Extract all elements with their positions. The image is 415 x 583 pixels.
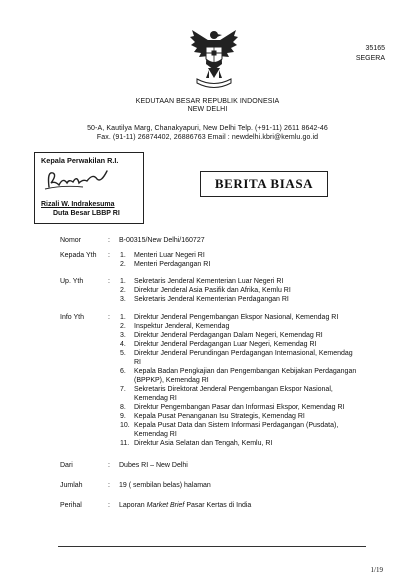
item-text: Direktur Jenderal Perdagangan Dalam Negeri, Kemendag RI [134,332,323,339]
item-number: 11. [120,440,130,447]
item-text: Kepala Pusat Penanganan Isu Strategis, Kemendag RI [134,413,305,420]
nomor-value: B-00315/New Delhi/160727 [119,237,205,244]
up-label: Up. Yth [60,278,84,285]
embassy-address: 50-A, Kautilya Marg, Chanakyapuri, New Delhi Telp. (+91-11) 2611 8642-46 [87,125,328,132]
garuda-emblem-icon [189,28,239,92]
embassy-city: NEW DELHI [187,106,228,113]
embassy-contact: Fax. (91-11) 26874402, 26886763 Email : newdelhi.kbri@kemlu.go.id [96,134,319,141]
document-title: BERITA BIASA [214,176,314,191]
item-text: Menteri Luar Negeri RI [134,252,205,259]
colon: : [108,462,110,469]
item-number: 10. [120,422,130,429]
colon: : [108,278,110,285]
signature-title: Kepala Perwakilan R.I. [41,156,119,165]
item-number: 7. [120,386,126,393]
handwritten-signature-icon [43,167,113,193]
item-text: Direktur Jenderal Pengembangan Ekspor Nasional, Kemendag RI [134,314,339,321]
colon: : [108,314,110,321]
item-text: Direktur Pengembangan Pasar dan Informasi Ekspor, Kemendag RI [134,404,345,411]
nomor-label: Nomor [60,237,82,244]
item-text: Kepala Pusat Data dan Sistem Informasi Perdagangan (Pusdata), [134,422,339,429]
item-text: Kemendag RI [134,431,177,438]
perihal-label: Perihal [60,502,82,509]
perihal-prefix: Laporan [119,502,147,509]
item-text: (BPPKP), Kemendag RI [134,377,209,384]
item-number: 2. [120,261,126,268]
document-number: 35165 [365,45,385,52]
item-number: 2. [120,287,126,294]
item-number: 1. [120,252,126,259]
colon: : [108,252,110,259]
priority-label: SEGERA [355,55,385,62]
dari-value: Dubes RI – New Delhi [119,462,188,469]
item-text: RI [134,359,141,366]
item-text: Direktur Jenderal Perundingan Perdagangan Internasional, Kemendag [134,350,353,357]
dari-label: Dari [60,462,73,469]
item-text: Sekretaris Jenderal Kementerian Perdagangan RI [134,296,289,303]
colon: : [108,502,110,509]
divider-line [58,546,366,547]
item-number: 1. [120,314,126,321]
item-text: Direktur Jenderal Asia Pasifik dan Afrika, Kemlu RI [134,287,291,294]
colon: : [108,482,110,489]
jumlah-label: Jumlah [60,482,83,489]
document-title-box [200,171,328,197]
embassy-name: KEDUTAAN BESAR REPUBLIK INDONESIA [135,98,280,105]
item-number: 1. [120,278,126,285]
perihal-value [119,502,251,510]
item-number: 8. [120,404,126,411]
kepada-label: Kepada Yth [60,252,97,259]
item-number: 4. [120,341,126,348]
item-text: Sekretaris Direktorat Jenderal Pengembangan Ekspor Nasional, [134,386,333,393]
item-number: 2. [120,323,126,330]
item-number: 5. [120,350,126,357]
signature-box [34,152,144,224]
item-number: 6. [120,368,126,375]
item-text: Sekretaris Jenderal Kementerian Luar Negeri RI [134,278,284,285]
page-number: 1/19 [370,566,383,574]
signatory-role: Duta Besar LBBP RI [53,210,120,217]
item-number: 3. [120,296,126,303]
item-text: Direktur Jenderal Perdagangan Luar Negeri, Kemendag RI [134,341,317,348]
item-text: Menteri Perdagangan RI [134,261,211,268]
perihal-suffix: Pasar Kertas di India [184,502,252,509]
jumlah-value: 19 ( sembilan belas) halaman [119,482,211,489]
perihal-italic: Market Brief [146,502,185,509]
item-text: Kemendag RI [134,395,177,402]
info-label: Info Yth [60,314,85,321]
item-text: Direktur Asia Selatan dan Tengah, Kemlu, RI [134,440,273,447]
signatory-name: Rizali W. Indrakesuma [41,201,115,208]
item-text: Inspektur Jenderal, Kemendag [134,323,230,330]
colon: : [108,237,110,244]
item-number: 9. [120,413,126,420]
item-number: 3. [120,332,126,339]
item-text: Kepala Badan Pengkajian dan Pengembangan Kebijakan Perdagangan [134,368,357,375]
document-number-block [356,44,385,64]
